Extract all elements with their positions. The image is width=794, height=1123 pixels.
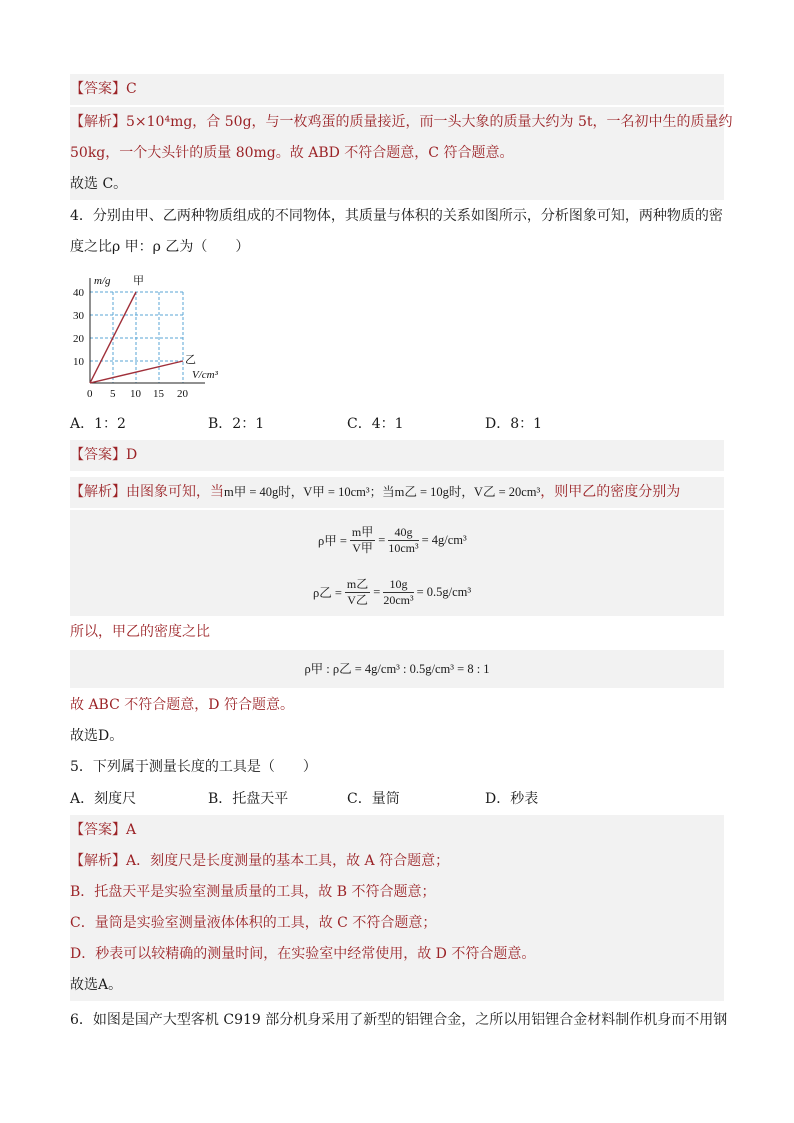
q4-eq1-result: = 4g/cm³ [421,532,467,547]
q5-analysis-row-d [70,939,724,970]
q5-stem-row [70,752,724,783]
q4-x-tick-5: 5 [110,388,116,400]
q4-y-axis-label: m/g [94,275,111,287]
q4-option-c[interactable]: C．4：1 [347,416,404,432]
q4-eq2-den: V乙 [347,592,368,607]
q4-analysis-m-yi: m乙 = 10g时， [394,485,474,499]
q3-conclusion: 故选 C。 [70,176,128,192]
q4-eq1-den2: 10cm³ [388,540,419,555]
q4-x-tick-15: 15 [153,388,164,400]
q4-equation-2: ρ乙 = $\frac{\text{m乙}}{\text{V乙}}$ = $\frac{10g}{\text{20cm³}}$ = 0.5g/cm³ [313,576,472,607]
q5-option-d[interactable]: D．秒表 [485,791,539,807]
q4-eq2-frac2 [383,577,413,608]
q5-conclusion: 故选A。 [70,977,123,993]
q6-stem-line1: 6．如图是国产大型客机 C919 部分机身采用了新型的铝锂合金，之所以用铝锂合金材料制作机身而不用钢 [70,1012,728,1028]
q4-y-tick-30: 30 [73,310,84,322]
q5-analysis-row-a [70,846,724,877]
q3-analysis-line2: 50kg，一个大头针的质量 80mg。故 ABD 不符合题意，C 符合题意。 [70,145,514,161]
q4-eq2-frac1 [345,577,370,608]
q4-stem-text1: 4．分别由甲、乙两种物质组成的不同物体，其质量与体积的关系如图所示，分析图象可知，两种物质的密 [70,208,723,224]
q4-equation-1: ρ甲 = $\frac{\text{m甲}}{\text{V甲}}$ = $\frac{40g}{\text{10cm³}}$ = 4g/cm³ [318,524,467,555]
q4-ratio-block [70,650,724,688]
q4-conclusion: 故选D。 [70,728,124,744]
q4-x-axis-label: V/cm³ [192,369,218,381]
q4-option-b[interactable]: B．2：1 [208,416,265,432]
q4-x-tick-10: 10 [130,388,141,400]
q4-y-tick-40: 40 [73,287,84,299]
q4-graph-grid [90,292,183,383]
q4-eq1-num2: 40g [388,525,418,541]
q4-analysis-m-jia: m甲 = 40g时， [224,485,304,499]
q5-answer-row [70,815,724,846]
q4-analysis-text-b: ，则甲乙的密度分别为 [540,484,681,500]
q4-conclusion-row [70,721,724,752]
q4-option-a[interactable]: A．1：2 [70,416,126,432]
q4-eq1-den: V甲 [352,540,373,555]
q5-analysis-row-c [70,908,724,939]
q4-answer-label: 【答案】 [70,447,126,463]
q5-options-row [70,784,724,815]
q4-eq1-frac1 [350,525,375,556]
q6-stem-row [70,1005,728,1036]
q3-answer-label: 【答案】 [70,81,126,97]
q4-analysis-label: 【解析】 [70,484,126,500]
q4-ratio-intro: 所以，甲乙的密度之比 [70,624,210,640]
q5-option-b[interactable]: B．托盘天平 [208,791,289,807]
q4-answer-row [70,440,724,471]
q5-analysis-c: C．量筒是实验室测量液体体积的工具，故 C 不符合题意； [70,915,437,931]
q4-analysis-v-jia: V甲 = 10cm³；当 [303,485,395,499]
q4-stem-line2 [70,232,724,263]
q5-analysis-label: 【解析】 [70,853,126,869]
q4-stem-text2: 度之比ρ 甲：ρ 乙为（ ） [70,239,250,255]
q5-conclusion-row [70,970,724,1001]
q5-answer-label: 【答案】 [70,822,126,838]
q3-answer-value: C [126,81,137,97]
q4-x-tick-0: 0 [87,388,93,400]
q4-ratio-eq: ρ甲 : ρ乙 = 4g/cm³ : 0.5g/cm³ = 8 : 1 [304,662,490,676]
q4-eq2-num2: 10g [383,577,413,593]
q5-option-c[interactable]: C．量筒 [347,791,400,807]
q4-option-d[interactable]: D．8：1 [485,416,543,432]
q5-analysis-b: B．托盘天平是实验室测量质量的工具，故 B 不符合题意； [70,884,436,900]
q5-answer-value: A [126,822,137,838]
q5-analysis-a: A．刻度尺是长度测量的基本工具，故 A 符合题意； [126,853,450,869]
q4-analysis-v-yi: V乙 = 20cm³ [473,485,541,499]
q4-mass-volume-graph [70,270,240,402]
q4-eq1-lhs: ρ甲 = [318,534,347,548]
q4-eq2-lhs: ρ乙 = [313,586,342,600]
q4-answer-value: D [126,447,138,463]
q3-answer-row [70,74,724,105]
q5-analysis-d: D．秒表可以较精确的测量时间，在实验室中经常使用，故 D 不符合题意。 [70,946,536,962]
q4-y-tick-10: 10 [73,356,84,368]
q4-x-tick-20: 20 [177,388,188,400]
q3-analysis-row2 [70,138,724,169]
q4-options-row [70,409,724,440]
q4-analysis-row [70,477,724,508]
q3-conclusion-row [70,169,724,200]
q4-eq1-num: m甲 [351,524,374,539]
q4-result-line: 故 ABC 不符合题意，D 符合题意。 [70,697,294,713]
q5-stem: 5．下列属于测量长度的工具是（ ） [70,759,317,775]
q4-eq2-den2: 20cm³ [383,592,414,607]
q3-analysis-label: 【解析】 [70,114,126,130]
q3-analysis-row1 [70,107,733,138]
q5-analysis-row-b [70,877,724,908]
q4-eq1-frac2 [388,525,418,556]
q4-ratio-intro-row [70,617,724,648]
q5-option-a[interactable]: A．刻度尺 [70,791,137,807]
q4-result-row [70,690,724,721]
q4-y-tick-20: 20 [73,333,84,345]
q4-stem-line1 [70,201,724,232]
q4-eq2-result: = 0.5g/cm³ [416,584,472,599]
q4-series-yi-label: 乙 [185,354,196,366]
q4-eq2-num: m乙 [346,576,369,591]
q3-analysis-line1: 5×10⁴mg，合 50g，与一枚鸡蛋的质量接近，而一头大象的质量大约为 5t，一名初中生的质量约 [126,114,733,130]
q4-equation-block [70,510,724,616]
q4-series-jia-label: 甲 [133,275,144,287]
q4-analysis-text-a: 由图象可知，当 [126,484,224,500]
